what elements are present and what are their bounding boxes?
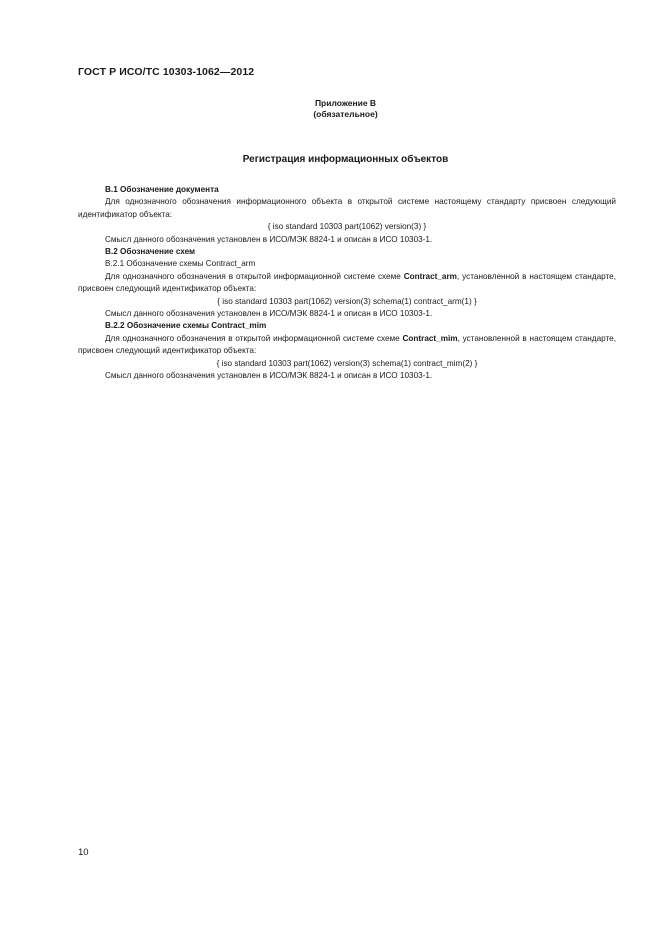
section-b1-paragraph: Для однозначного обозначения информационного объекта в открытой системе настоящему стандарту присвоен следующий идентификатор объекта: — [78, 197, 616, 219]
annex-body — [78, 184, 616, 383]
schema-name-mim: Contract_mim — [402, 333, 458, 343]
document-identifier: ГОСТ Р ИСО/ТС 10303-1062—2012 — [78, 66, 255, 78]
section-b22-paragraph: Для однозначного обозначения в открытой информационной системе схеме Contract_mim, установленной в настоящем стандарте, присвоен следующий идентификатор объекта: — [78, 333, 616, 356]
page-number: 10 — [78, 847, 89, 858]
section-b22-identifier: { iso standard 10303 part(1062) version(3) schema(1) contract_mim(2) } — [216, 358, 478, 368]
section-b1-heading: В.1 Обозначение документа — [105, 185, 219, 194]
schema-name-arm: Contract_arm — [403, 271, 457, 281]
section-b21-meaning: Смысл данного обозначения установлен в ИСО/МЭК 8824-1 и описан в ИСО 10303-1. — [105, 309, 433, 319]
section-b21-paragraph: Для однозначного обозначения в открытой информационной системе схеме Contract_arm, установленной в настоящем стандарте, присвоен следующий идентификатор объекта: — [78, 271, 616, 294]
annex-status: (обязательное) — [313, 109, 378, 119]
annex-header — [0, 98, 661, 120]
section-b1-meaning: Смысл данного обозначения установлен в ИСО/МЭК 8824-1 и описан в ИСО 10303-1. — [105, 234, 433, 244]
section-b2-heading: В.2 Обозначение схем — [105, 247, 196, 257]
section-b1-identifier: { iso standard 10303 part(1062) version(3) } — [267, 222, 427, 232]
section-b22-meaning: Смысл данного обозначения установлен в ИСО/МЭК 8824-1 и описан в ИСО 10303-1. — [105, 371, 433, 381]
section-b21-identifier: { iso standard 10303 part(1062) version(3) schema(1) contract_arm(1) } — [217, 296, 477, 306]
annex-title: Регистрация информационных объектов — [242, 154, 449, 165]
section-b21-heading: В.2.1 Обозначение схемы Contract_arm — [105, 259, 256, 269]
section-b22-heading: В.2.2 Обозначение схемы Contract_mim — [105, 321, 267, 331]
annex-label: Приложение В — [314, 98, 377, 108]
